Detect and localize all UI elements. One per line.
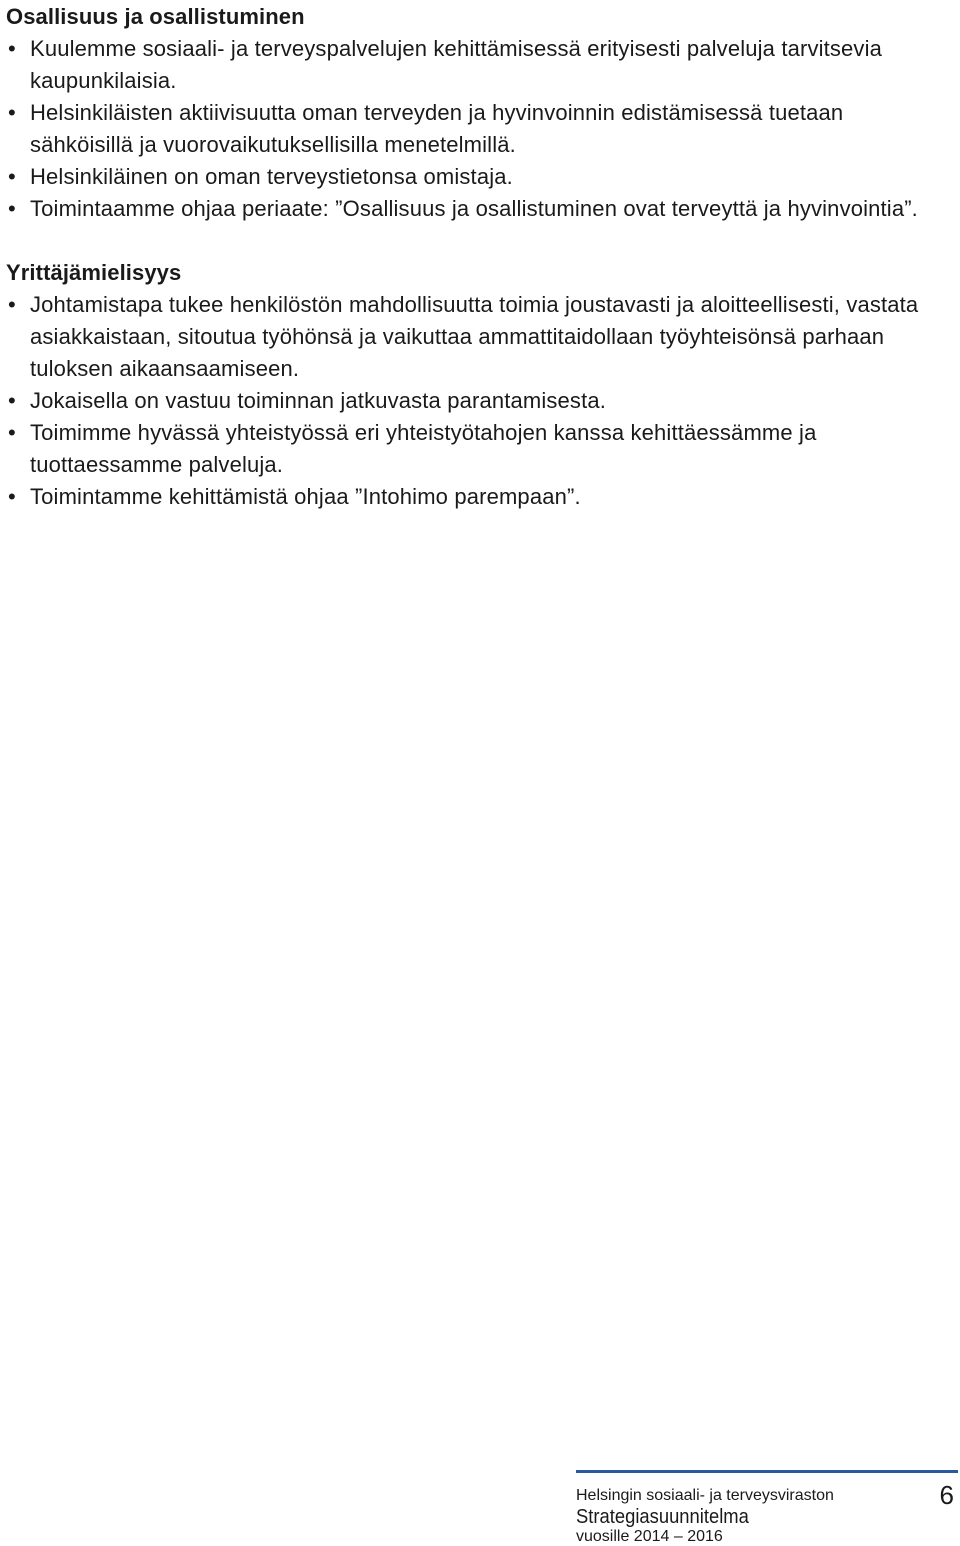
list-item xyxy=(6,417,946,481)
list-item xyxy=(6,385,946,417)
page-footer xyxy=(576,1470,958,1546)
list-item xyxy=(6,161,946,193)
bullet-icon: • xyxy=(8,420,16,445)
list-item-text: Jokaisella on vastuu toiminnan jatkuvasta parantamisesta. xyxy=(30,388,606,413)
section-yrittajamielisyys xyxy=(6,256,946,513)
list-item-text: Kuulemme sosiaali- ja terveyspalvelujen kehittämisessä erityisesti palveluja tarvitsevia kaupunkilaisia. xyxy=(30,36,883,93)
bullet-icon: • xyxy=(8,388,16,413)
section-osallisuus xyxy=(6,0,946,225)
section-heading: Yrittäjämielisyys xyxy=(6,260,182,285)
bullet-icon: • xyxy=(8,36,16,61)
bullet-icon: • xyxy=(8,484,16,509)
list-item-text: Helsinkiläinen on oman terveystietonsa omistaja. xyxy=(30,164,513,189)
footer-organization: Helsingin sosiaali- ja terveysviraston xyxy=(576,1487,834,1504)
bullet-icon: • xyxy=(8,164,16,189)
bullet-icon: • xyxy=(8,196,16,221)
section-heading: Osallisuus ja osallistuminen xyxy=(6,4,305,29)
list-item xyxy=(6,289,946,385)
list-item xyxy=(6,97,946,161)
document-body xyxy=(6,0,946,513)
list-item-text: Toimimme hyvässä yhteistyössä eri yhteistyötahojen kanssa kehittäessämme ja tuottaessamme palveluja. xyxy=(30,420,817,477)
list-item-text: Helsinkiläisten aktiivisuutta oman terveyden ja hyvinvoinnin edistämisessä tuetaan sähköisillä ja vuorovaikutuksellisilla menetelmillä. xyxy=(30,100,844,157)
footer-document-title: Strategiasuunnitelma xyxy=(576,1506,749,1528)
list-item-text: Johtamistapa tukee henkilöstön mahdollisuutta toimia joustavasti ja aloitteellisesti, vastata asiakkaistaan, sitoutua työhönsä ja vaikuttaa ammattitaidollaan työyhteisönsä parhaan tuloksen aikaansaamiseen. xyxy=(30,292,919,381)
footer-years: vuosille 2014 – 2016 xyxy=(576,1528,723,1545)
bullet-list xyxy=(6,289,946,513)
list-item xyxy=(6,33,946,97)
list-item-text: Toimintaamme ohjaa periaate: ”Osallisuus ja osallistuminen ovat terveyttä ja hyvinvointia”. xyxy=(30,196,918,221)
bullet-list xyxy=(6,33,946,225)
list-item xyxy=(6,193,946,225)
page-number: 6 xyxy=(939,1480,954,1510)
list-item-text: Toimintamme kehittämistä ohjaa ”Intohimo parempaan”. xyxy=(30,484,581,509)
bullet-icon: • xyxy=(8,292,16,317)
bullet-icon: • xyxy=(8,100,16,125)
list-item xyxy=(6,481,946,513)
footer-rule xyxy=(576,1470,958,1473)
